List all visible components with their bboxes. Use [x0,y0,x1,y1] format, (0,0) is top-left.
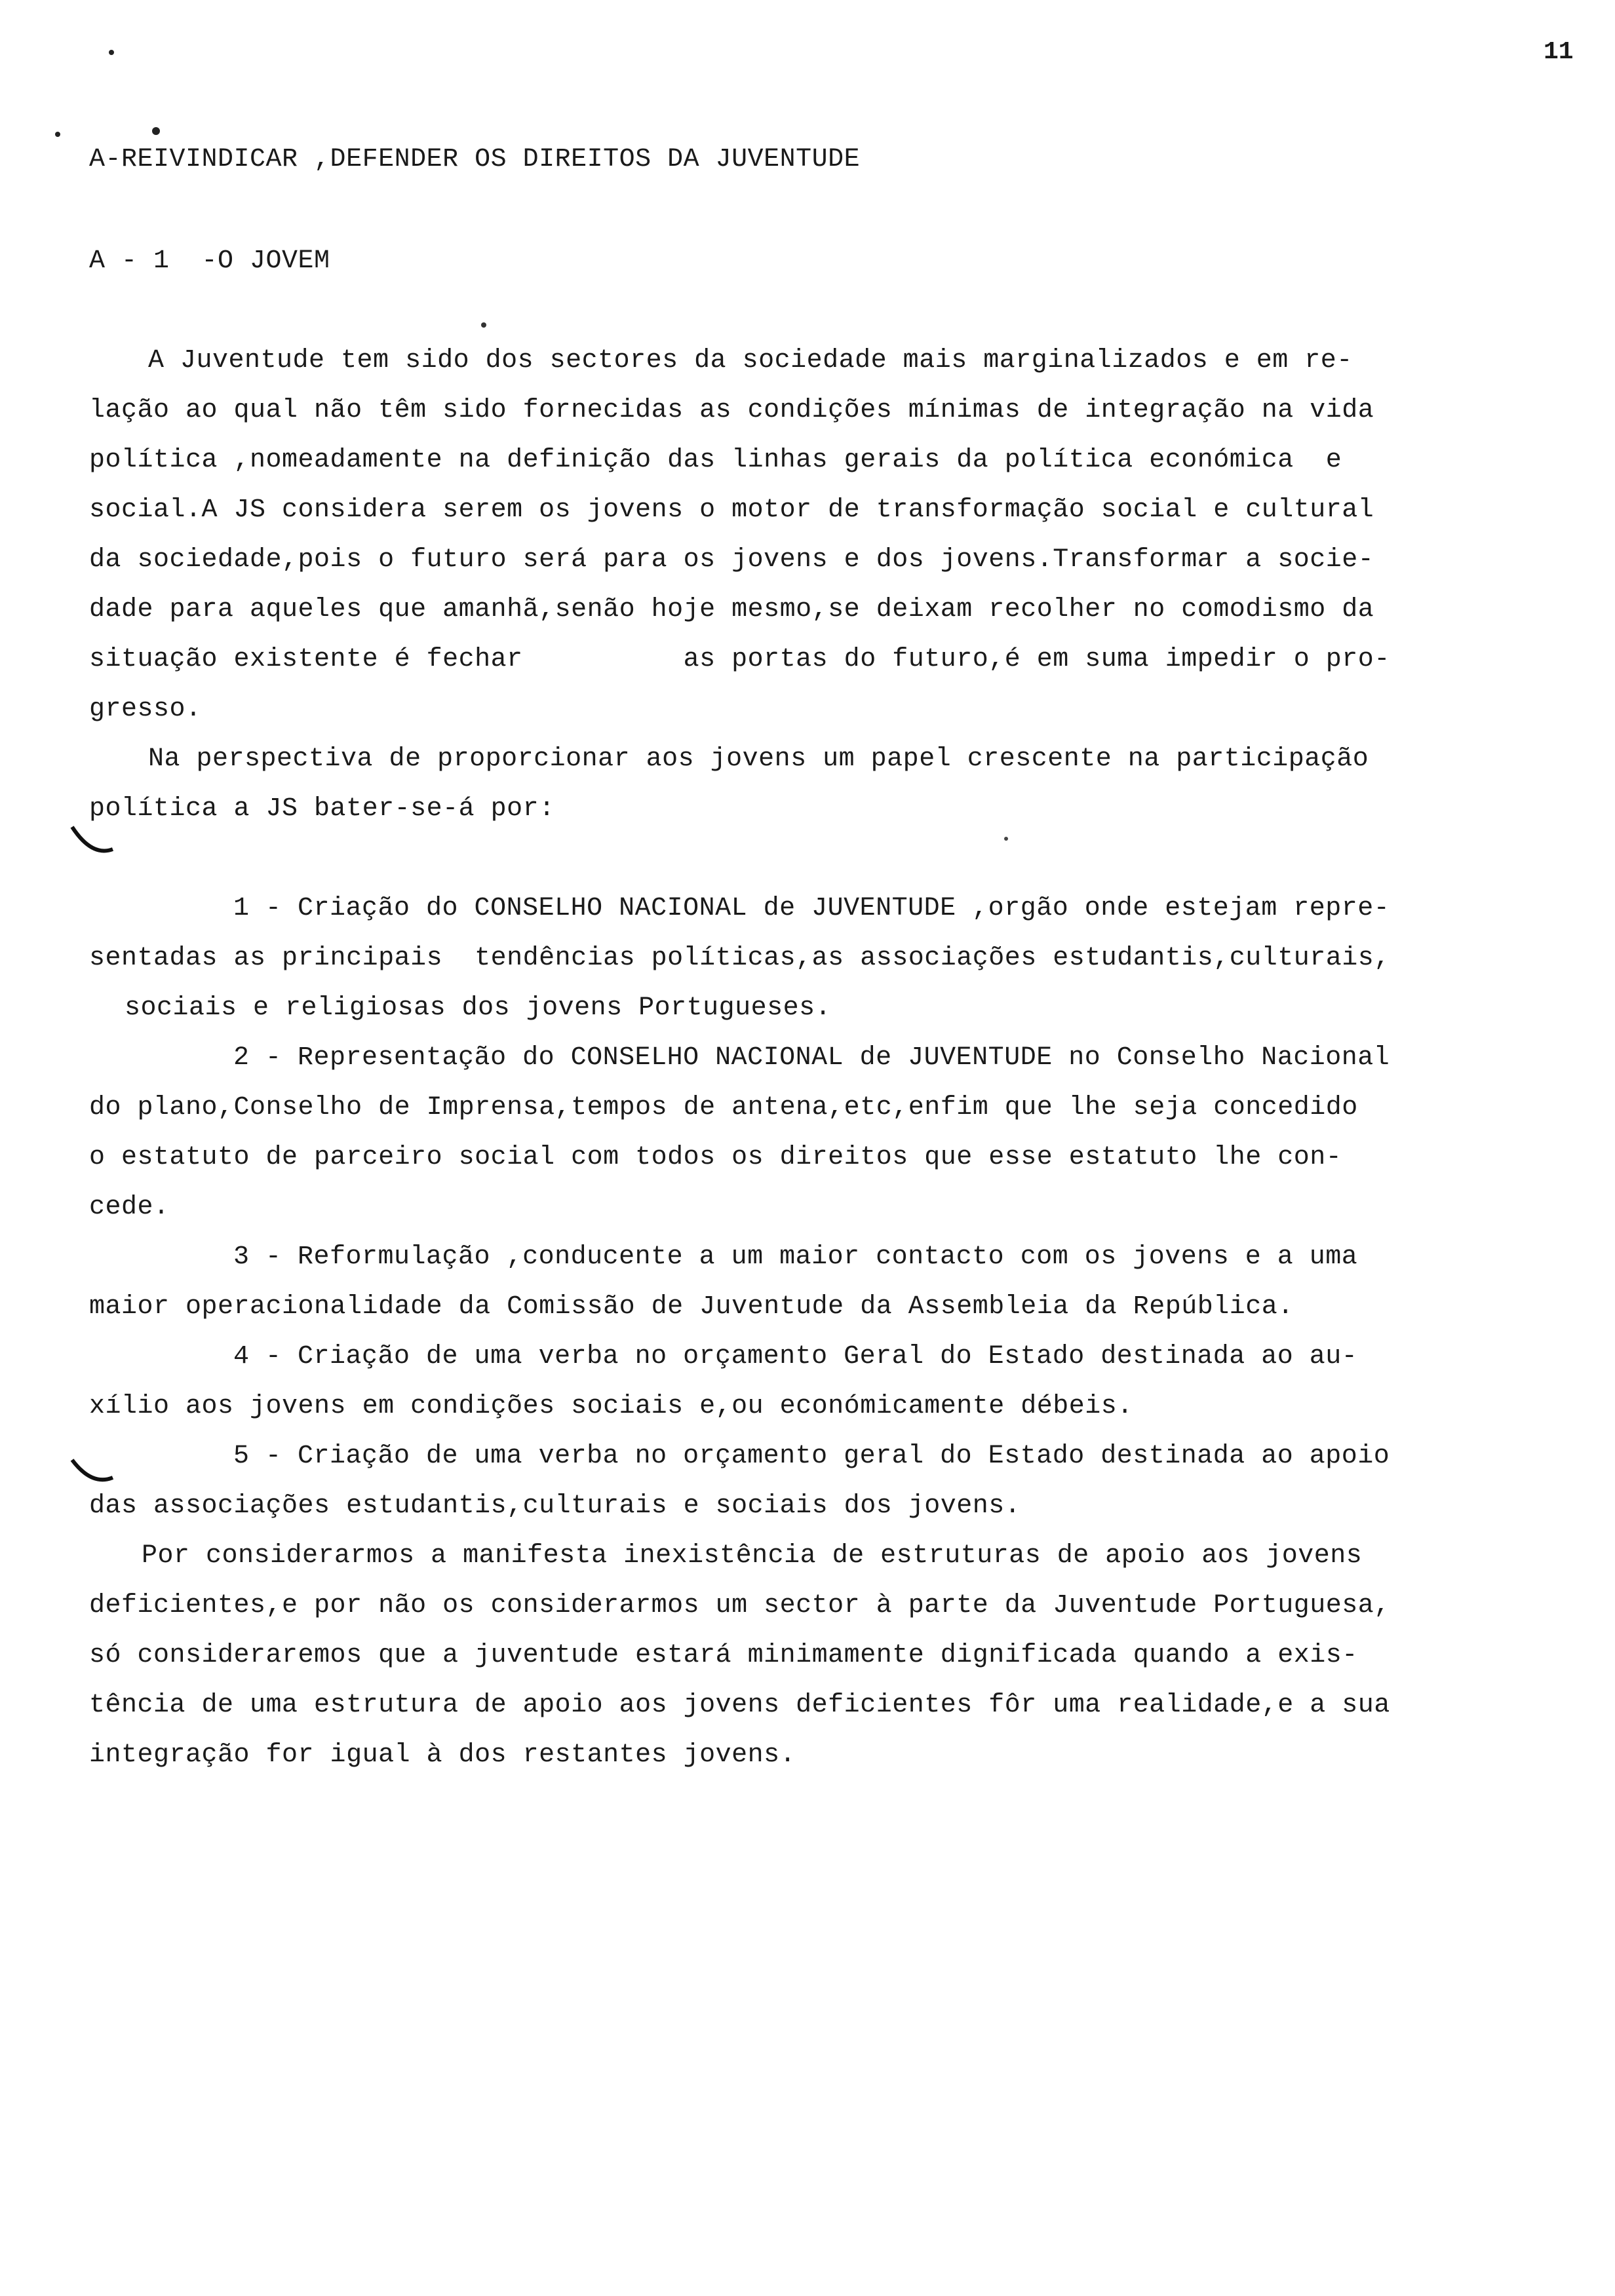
text-line: dade para aqueles que amanhã,senão hoje mesmo,se deixam recolher no comodismo da [89,595,1374,624]
text-line: Na perspectiva de proporcionar aos jovens um papel crescente na participação [148,744,1369,774]
document-heading: A-REIVINDICAR ,DEFENDER OS DIREITOS DA JUVENTUDE [89,145,861,174]
text-line: maior operacionalidade da Comissão de Juventude da Assembleia da República. [89,1292,1294,1322]
text-line: política a JS bater-se-á por: [89,794,555,824]
text-line: xílio aos jovens em condições sociais e,ou económicamente débeis. [89,1392,1133,1421]
text-line: lação ao qual não têm sido fornecidas as condições mínimas de integração na vida [89,396,1374,425]
text-line: da sociedade,pois o futuro será para os jovens e dos jovens.Transformar a socie- [89,545,1374,575]
text-line: situação existente é fechar as portas do futuro,é em suma impedir o pro- [89,645,1390,674]
text-line: 3 - Reformulação ,conducente a um maior contacto com os jovens e a uma [233,1242,1358,1272]
section-subheading: A - 1 -O JOVEM [89,246,330,276]
text-line: do plano,Conselho de Imprensa,tempos de antena,etc,enfim que lhe seja concedido [89,1093,1358,1122]
text-line: A Juventude tem sido dos sectores da sociedade mais marginalizados e em re- [148,346,1353,375]
text-line: das associações estudantis,culturais e sociais dos jovens. [89,1491,1021,1521]
text-line: gresso. [89,695,202,724]
text-line: 1 - Criação do CONSELHO NACIONAL de JUVENTUDE ,orgão onde estejam repre- [233,894,1390,923]
text-line: o estatuto de parceiro social com todos os direitos que esse estatuto lhe con- [89,1143,1342,1172]
text-line: social.A JS considera serem os jovens o motor de transformação social e cultural [89,495,1374,525]
text-line: tência de uma estrutura de apoio aos jovens deficientes fôr uma realidade,e a sua [89,1691,1390,1720]
text-line: deficientes,e por não os considerarmos um sector à parte da Juventude Portuguesa, [89,1591,1390,1620]
text-line: só consideraremos que a juventude estará minimamente dignificada quando a exis- [89,1641,1358,1670]
text-line: 4 - Criação de uma verba no orçamento Geral do Estado destinada ao au- [233,1342,1358,1371]
text-line: política ,nomeadamente na definição das linhas gerais da política económica e [89,446,1342,475]
text-line: sentadas as principais tendências políticas,as associações estudantis,culturais, [89,944,1390,973]
text-line: sociais e religiosas dos jovens Portugueses. [125,993,832,1023]
text-line: 2 - Representação do CONSELHO NACIONAL de JUVENTUDE no Conselho Nacional [233,1043,1390,1073]
page-number: 11 [1544,38,1574,66]
text-line: integração for igual à dos restantes jovens. [89,1740,796,1770]
text-line: Por considerarmos a manifesta inexistência de estruturas de apoio aos jovens [142,1541,1363,1571]
text-line: cede. [89,1193,170,1222]
text-line: 5 - Criação de uma verba no orçamento geral do Estado destinada ao apoio [233,1442,1390,1471]
